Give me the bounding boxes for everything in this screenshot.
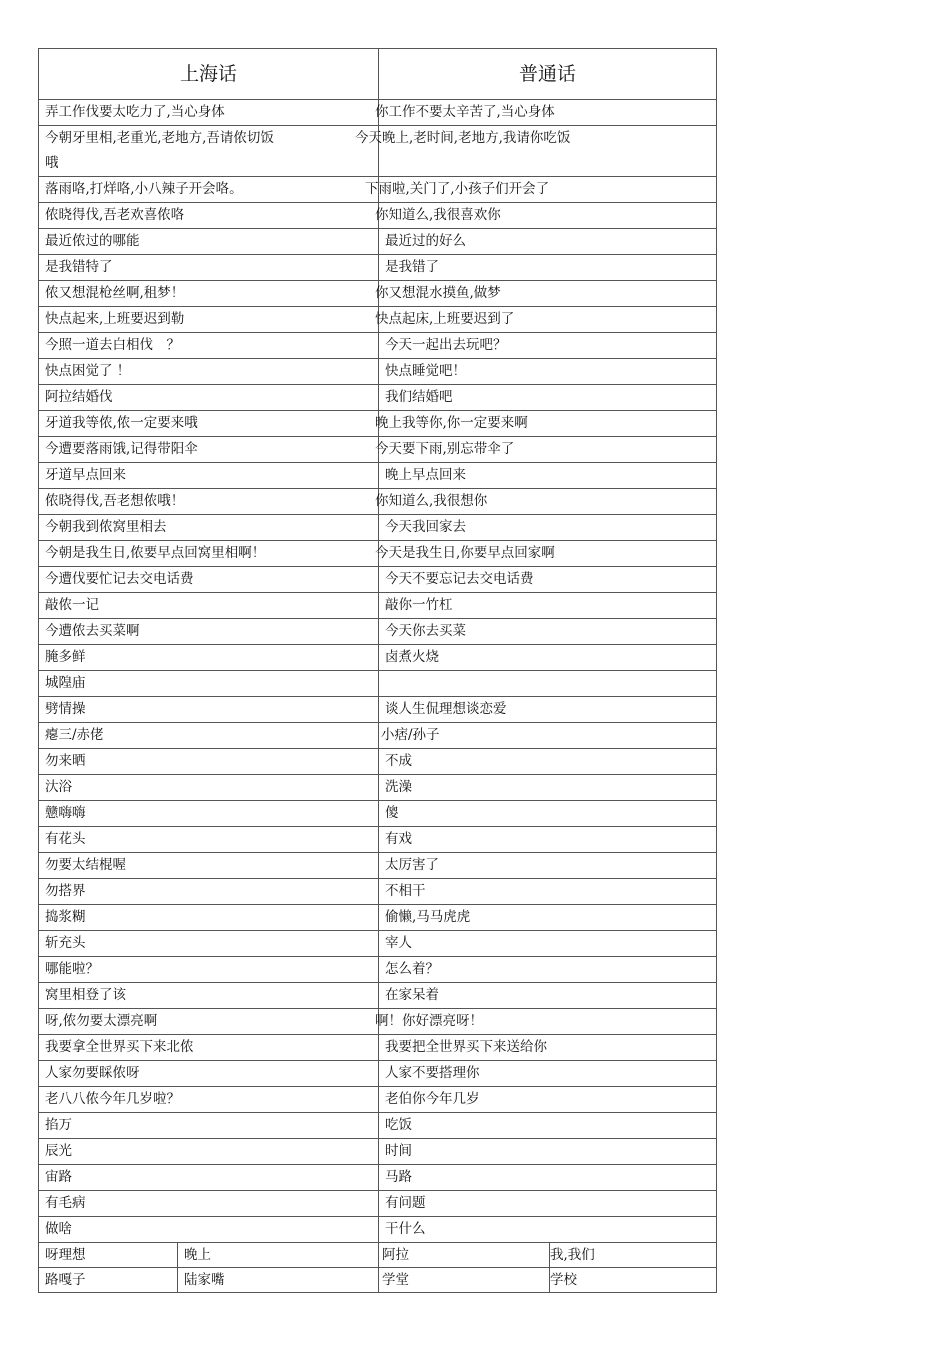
mandarin-text: 今天我回家去 xyxy=(385,519,466,535)
mandarin-cell xyxy=(375,203,716,228)
table-row xyxy=(38,203,717,229)
mandarin-text: 今天一起出去玩吧？ xyxy=(385,337,507,353)
shanghainese-cell: 辰光 xyxy=(39,1139,379,1164)
mandarin-cell xyxy=(375,437,716,462)
shanghainese-cell: 今遭伐要忙记去交电话费 xyxy=(39,567,379,592)
shanghainese-cell: 做啥 xyxy=(39,1217,379,1242)
table-row xyxy=(38,229,717,255)
split-cell-d: 我,我们 xyxy=(550,1247,595,1263)
mandarin-text: 你知道么,我很喜欢你 xyxy=(375,207,501,223)
mandarin-cell xyxy=(375,489,716,514)
mandarin-cell xyxy=(379,957,716,982)
table-row xyxy=(38,385,717,411)
split-row xyxy=(38,1268,717,1293)
shanghainese-cell: 是我错特了 xyxy=(39,255,379,280)
table-row xyxy=(38,515,717,541)
table-row xyxy=(38,567,717,593)
mandarin-text: 宰人 xyxy=(385,935,412,951)
table-row xyxy=(38,593,717,619)
mandarin-cell xyxy=(379,1165,716,1190)
mandarin-text: 洗澡 xyxy=(385,779,412,795)
table-row xyxy=(38,983,717,1009)
mandarin-text: 今天晚上,老时间,老地方,我请你吃饭 xyxy=(355,130,571,146)
mandarin-cell xyxy=(379,931,716,956)
table-row xyxy=(38,437,717,463)
mandarin-text: 在家呆着 xyxy=(385,987,439,1003)
mandarin-cell xyxy=(379,645,716,670)
mandarin-cell xyxy=(379,775,716,800)
table-row xyxy=(38,879,717,905)
table-row xyxy=(38,411,717,437)
table-row xyxy=(38,801,717,827)
split-row xyxy=(38,1243,717,1268)
table-row xyxy=(38,931,717,957)
shanghainese-cell: 汏浴 xyxy=(39,775,379,800)
mandarin-text: 卤煮火烧 xyxy=(385,649,439,665)
mandarin-text: 小痞/孙子 xyxy=(381,727,440,743)
mandarin-text: 下雨啦,关门了,小孩子们开会了 xyxy=(365,181,550,197)
mandarin-cell xyxy=(379,229,716,254)
split-cell-d: 学校 xyxy=(550,1272,577,1288)
mandarin-cell xyxy=(379,697,716,722)
mandarin-cell xyxy=(379,1061,716,1086)
shanghainese-cell: 瘪三/赤佬 xyxy=(39,723,379,748)
shanghainese-cell: 最近侬过的哪能 xyxy=(39,229,379,254)
shanghainese-cell: 戆嗨嗨 xyxy=(39,801,379,826)
shanghainese-cell: 敲侬一记 xyxy=(39,593,379,618)
mandarin-text: 有问题 xyxy=(385,1195,426,1211)
shanghainese-cell: 哪能啦？ xyxy=(39,957,379,982)
mandarin-cell xyxy=(379,1087,716,1112)
mandarin-text: 太厉害了 xyxy=(385,857,439,873)
mandarin-cell xyxy=(375,100,716,125)
mandarin-cell xyxy=(379,1217,716,1242)
mandarin-cell xyxy=(379,593,716,618)
table-row xyxy=(38,100,717,126)
mandarin-cell xyxy=(379,983,716,1008)
shanghainese-cell: 有花头 xyxy=(39,827,379,852)
table-footer-split-rows xyxy=(38,1243,717,1293)
table-row xyxy=(38,359,717,385)
shanghainese-cell: 快点困觉了 ！ xyxy=(39,359,379,384)
mandarin-text: 你工作不要太辛苦了,当心身体 xyxy=(375,104,555,120)
table-row xyxy=(38,619,717,645)
table-row xyxy=(38,1139,717,1165)
mandarin-cell xyxy=(379,671,716,696)
table-row xyxy=(38,671,717,697)
header-shanghainese: 上海话 xyxy=(39,49,379,99)
mandarin-text: 晚上早点回来 xyxy=(385,467,466,483)
mandarin-text: 敲你一竹杠 xyxy=(385,597,453,613)
table-header-row xyxy=(38,48,717,100)
shanghainese-cell: 落雨咯,打烊咯,小八辣子开会咯。 xyxy=(39,177,379,202)
mandarin-text: 怎么着？ xyxy=(385,961,439,977)
shanghainese-cell: 侬又想混枪丝啊,租梦！ xyxy=(39,281,379,306)
mandarin-text: 时间 xyxy=(385,1143,412,1159)
mandarin-text: 谈人生侃理想谈恋爱 xyxy=(385,701,507,717)
mandarin-cell xyxy=(375,541,716,566)
mandarin-cell xyxy=(379,749,716,774)
mandarin-cell xyxy=(355,126,716,176)
shanghainese-cell: 老八八侬今年几岁啦？ xyxy=(39,1087,379,1112)
mandarin-text: 今天不要忘记去交电话费 xyxy=(385,571,534,587)
shanghainese-cell: 今照一道去白相伐 ？ xyxy=(39,333,379,358)
vocab-table xyxy=(38,48,717,1293)
mandarin-text: 今天是我生日,你要早点回家啊 xyxy=(375,545,555,561)
mandarin-cell xyxy=(375,1009,716,1034)
shanghainese-cell: 勿来晒 xyxy=(39,749,379,774)
split-cell-a: 路嘎子 xyxy=(39,1268,178,1292)
shanghainese-cell: 快点起来,上班要迟到勒 xyxy=(39,307,379,332)
shanghainese-cell: 人家勿要睬侬呀 xyxy=(39,1061,379,1086)
mandarin-text: 晚上我等你,你一定要来啊 xyxy=(375,415,528,431)
shanghainese-cell: 今遭要落雨饿,记得带阳伞 xyxy=(39,437,379,462)
shanghainese-cell: 我要拿全世界买下来北侬 xyxy=(39,1035,379,1060)
mandarin-text: 干什么 xyxy=(385,1221,426,1237)
shanghainese-cell: 今遭侬去买菜啊 xyxy=(39,619,379,644)
mandarin-text: 是我错了 xyxy=(385,259,439,275)
table-row xyxy=(38,853,717,879)
table-row xyxy=(38,1165,717,1191)
split-cell-b: 晚上 xyxy=(178,1243,379,1267)
table-row xyxy=(38,775,717,801)
mandarin-cell xyxy=(379,1191,716,1216)
mandarin-cell xyxy=(375,281,716,306)
header-mandarin: 普通话 xyxy=(518,63,576,85)
shanghainese-cell: 宙路 xyxy=(39,1165,379,1190)
shanghainese-cell: 腌多鲜 xyxy=(39,645,379,670)
shanghainese-cell: 勿要太结棍喔 xyxy=(39,853,379,878)
mandarin-cell xyxy=(375,307,716,332)
mandarin-cell xyxy=(379,567,716,592)
shanghainese-cell: 城隍庙 xyxy=(39,671,379,696)
mandarin-text: 我要把全世界买下来送给你 xyxy=(385,1039,547,1055)
table-row xyxy=(38,489,717,515)
mandarin-text: 马路 xyxy=(385,1169,412,1185)
mandarin-cell xyxy=(379,515,716,540)
mandarin-text: 不相干 xyxy=(385,883,426,899)
mandarin-cell xyxy=(375,411,716,436)
shanghainese-cell: 捣浆糊 xyxy=(39,905,379,930)
table-row xyxy=(38,1217,717,1243)
mandarin-text: 最近过的好么 xyxy=(385,233,466,249)
mandarin-cell xyxy=(379,879,716,904)
mandarin-text: 傻 xyxy=(385,805,399,821)
table-row xyxy=(38,333,717,359)
shanghainese-cell: 有毛病 xyxy=(39,1191,379,1216)
table-row xyxy=(38,827,717,853)
split-cell-a: 呀理想 xyxy=(39,1243,178,1267)
table-row xyxy=(38,255,717,281)
shanghainese-cell: 牙道早点回来 xyxy=(39,463,379,488)
table-row xyxy=(38,541,717,567)
table-row xyxy=(38,1113,717,1139)
shanghainese-cell: 勿搭界 xyxy=(39,879,379,904)
table-row xyxy=(38,1191,717,1217)
table-body xyxy=(38,100,717,1243)
mandarin-cell xyxy=(379,333,716,358)
mandarin-text: 你知道么,我很想你 xyxy=(375,493,488,509)
mandarin-cell xyxy=(379,255,716,280)
mandarin-text: 快点睡觉吧！ xyxy=(385,363,466,379)
mandarin-cell xyxy=(379,801,716,826)
table-row xyxy=(38,463,717,489)
shanghainese-cell: 阿拉结婚伐 xyxy=(39,385,379,410)
mandarin-text: 今天你去买菜 xyxy=(385,623,466,639)
shanghainese-cell: 牙道我等侬,侬一定要来哦 xyxy=(39,411,379,436)
mandarin-cell xyxy=(379,1035,716,1060)
shanghainese-cell: 今朝是我生日,侬要早点回窝里相啊！ xyxy=(39,541,379,566)
table-row xyxy=(38,1061,717,1087)
shanghainese-cell: 掐万 xyxy=(39,1113,379,1138)
shanghainese-cell: 窝里相登了该 xyxy=(39,983,379,1008)
mandarin-text: 不成 xyxy=(385,753,412,769)
split-cell-c: 阿拉 xyxy=(379,1243,550,1267)
mandarin-text: 老伯你今年几岁 xyxy=(385,1091,480,1107)
table-row xyxy=(38,749,717,775)
mandarin-text: 快点起床,上班要迟到了 xyxy=(375,311,515,327)
mandarin-text: 有戏 xyxy=(385,831,412,847)
mandarin-cell xyxy=(379,359,716,384)
mandarin-cell xyxy=(379,385,716,410)
shanghainese-cell: 弄工作伐要太吃力了,当心身体 xyxy=(39,100,379,125)
shanghainese-cell: 侬晓得伐,吾老想侬哦！ xyxy=(39,489,379,514)
shanghainese-cell: 劈情操 xyxy=(39,697,379,722)
table-row xyxy=(38,177,717,203)
table-row xyxy=(38,126,717,177)
mandarin-cell xyxy=(365,177,716,202)
shanghainese-cell: 侬晓得伐,吾老欢喜侬咯 xyxy=(39,203,379,228)
table-row xyxy=(38,957,717,983)
mandarin-cell xyxy=(379,905,716,930)
shanghainese-cell: 今朝我到侬窝里相去 xyxy=(39,515,379,540)
mandarin-text: 偷懒,马马虎虎 xyxy=(385,909,471,925)
shanghainese-cell: 斩充头 xyxy=(39,931,379,956)
mandarin-cell xyxy=(379,853,716,878)
mandarin-cell xyxy=(379,1139,716,1164)
shanghainese-cell: 呀,侬勿要太漂亮啊 xyxy=(39,1009,379,1034)
table-row xyxy=(38,645,717,671)
shanghainese-cell: 今朝牙里相,老重光,老地方,吾请侬切饭 哦 xyxy=(39,126,379,176)
mandarin-text: 吃饭 xyxy=(385,1117,412,1133)
mandarin-cell xyxy=(379,619,716,644)
table-row xyxy=(38,697,717,723)
table-row xyxy=(38,905,717,931)
table-row xyxy=(38,1087,717,1113)
table-row xyxy=(38,1035,717,1061)
split-cell-b: 陆家嘴 xyxy=(178,1268,379,1292)
mandarin-text: 我们结婚吧 xyxy=(385,389,453,405)
mandarin-text: 你又想混水摸鱼,做梦 xyxy=(375,285,501,301)
mandarin-text: 今天要下雨,别忘带伞了 xyxy=(375,441,515,457)
mandarin-text: 啊！你好漂亮呀！ xyxy=(375,1013,483,1029)
table-row xyxy=(38,723,717,749)
mandarin-text: 人家不要搭理你 xyxy=(385,1065,480,1081)
mandarin-cell xyxy=(379,827,716,852)
mandarin-cell xyxy=(379,463,716,488)
mandarin-cell xyxy=(379,723,716,748)
split-cell-c: 学堂 xyxy=(379,1268,550,1292)
table-row xyxy=(38,281,717,307)
table-row xyxy=(38,1009,717,1035)
mandarin-cell xyxy=(379,1113,716,1138)
table-row xyxy=(38,307,717,333)
